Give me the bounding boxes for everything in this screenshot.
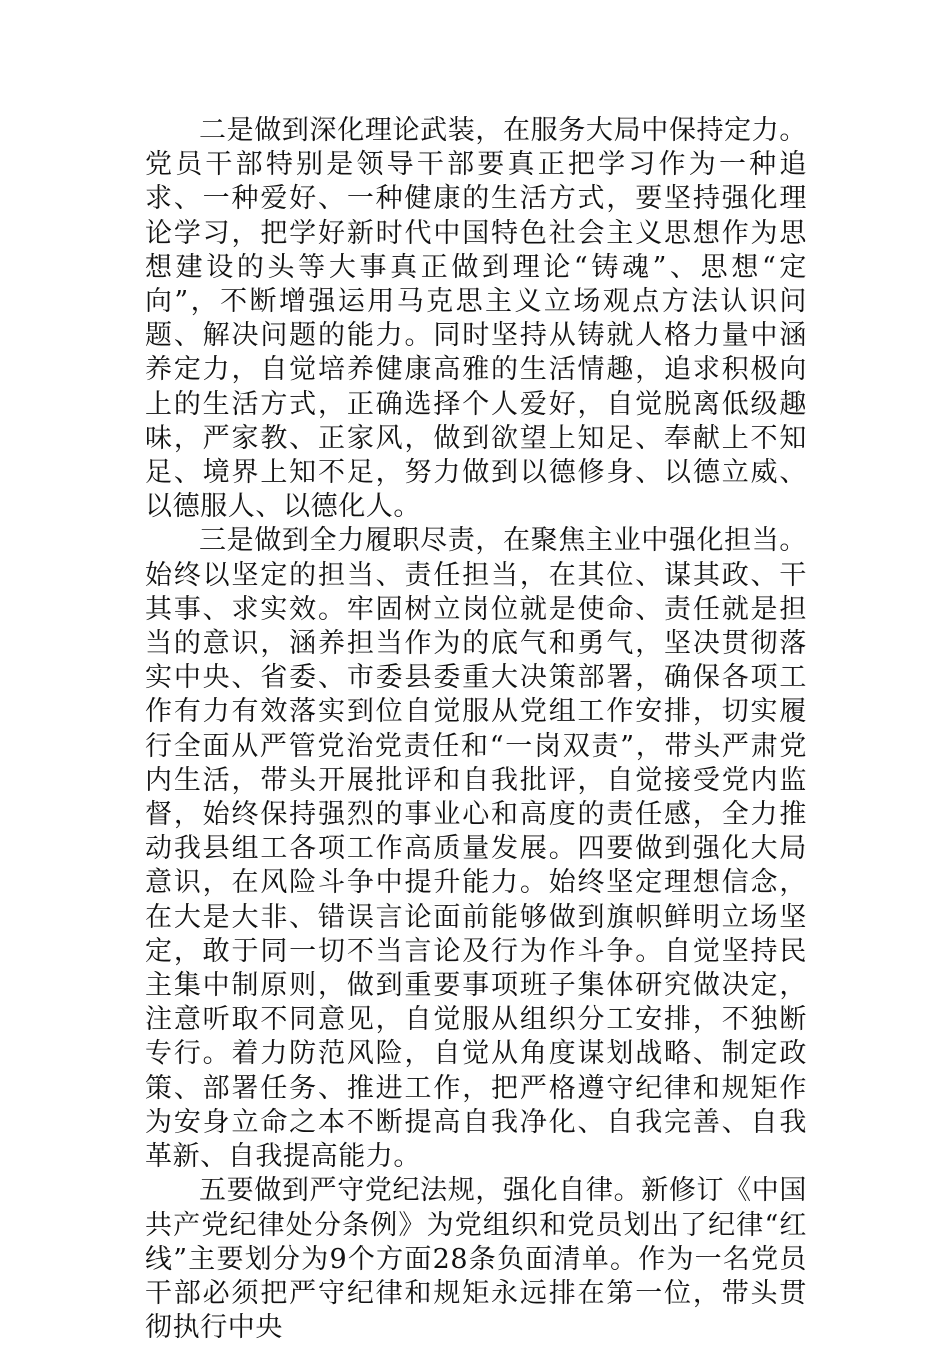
paragraph-party-discipline: 五要做到严守党纪法规，强化自律。新修订《中国共产党纪律处分条例》为党组织和党员划出了纪律“红线”主要划分为9个方面28条负面清单。作为一名党员干部必须把严守纪律和规矩永远排在第一位，带头贯彻执行中央 [145, 1175, 807, 1344]
paragraph-theory-study: 二是做到深化理论武装，在服务大局中保持定力。党员干部特别是领导干部要真正把学习作为一种追求、一种爱好、一种健康的生活方式，要坚持强化理论学习，把学好新时代中国特色社会主义思想作为思想建设的头等大事真正做到理论“铸魂”、思想“定向”，不断增强运用马克思主义立场观点方法认识问题、解决问题的能力。同时坚持从铸就人格力量中涵养定力，自觉培养健康高雅的生活情趣，追求积极向上的生活方式，正确选择个人爱好，自觉脱离低级趣味，严家教、正家风，做到欲望上知足、奉献上不知足、境界上知不足，努力做到以德修身、以德立威、以德服人、以德化人。 [145, 115, 807, 523]
document-body [145, 114, 807, 1345]
paragraph-duty-responsibility: 三是做到全力履职尽责，在聚焦主业中强化担当。始终以坚定的担当、责任担当，在其位、谋其政、干其事、求实效。牢固树立岗位就是使命、责任就是担当的意识，涵养担当作为的底气和勇气，坚决贯彻落实中央、省委、市委县委重大决策部署，确保各项工作有力有效落实到位自觉服从党组工作安排，切实履行全面从严管党治党责任和“一岗双责”，带头严肃党内生活，带头开展批评和自我批评，自觉接受党内监督，始终保持强烈的事业心和高度的责任感，全力推动我县组工各项工作高质量发展。四要做到强化大局意识，在风险斗争中提升能力。始终坚定理想信念，在大是大非、错误言论面前能够做到旗帜鲜明立场坚定，敢于同一切不当言论及行为作斗争。自觉坚持民主集中制原则，做到重要事项班子集体研究做决定，注意听取不同意见，自觉服从组织分工安排，不独断专行。着力防范风险，自觉从角度谋划战略、制定政策、部署任务、推进工作，把严格遵守纪律和规矩作为安身立命之本不断提高自我净化、自我完善、自我革新、自我提高能力。 [145, 525, 807, 1173]
